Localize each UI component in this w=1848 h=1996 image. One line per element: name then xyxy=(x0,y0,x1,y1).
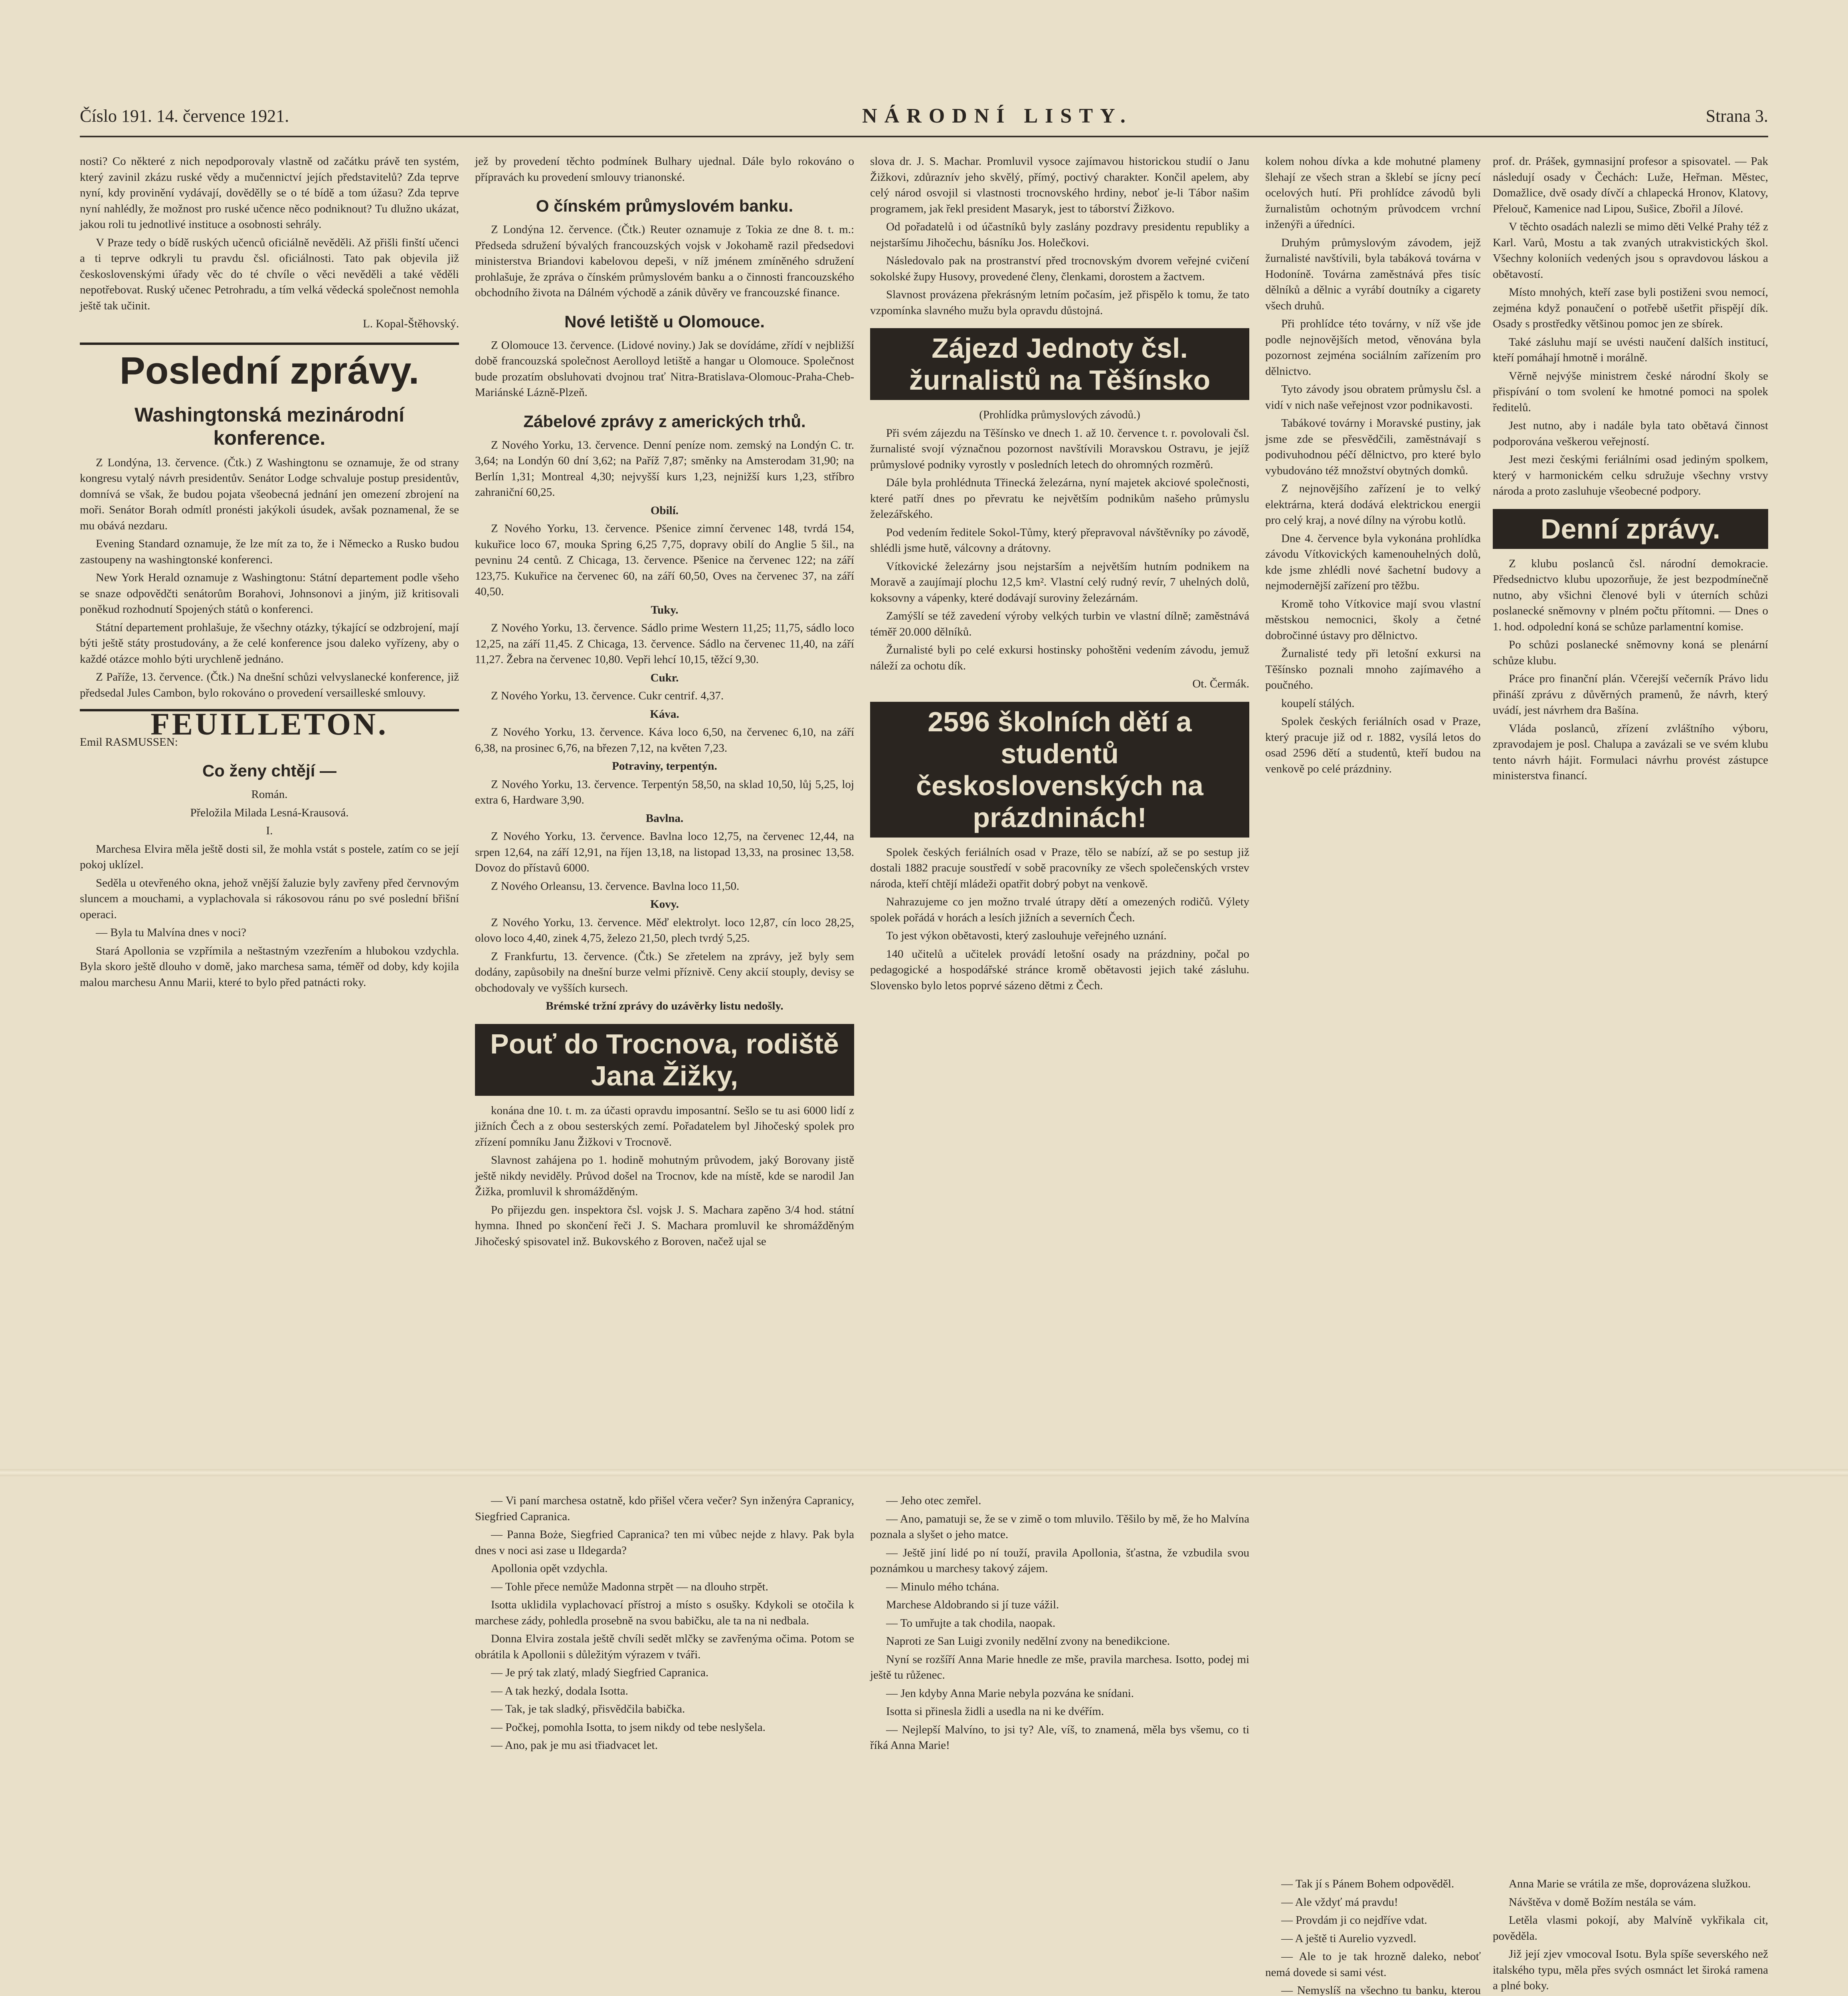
signature: L. Kopal-Štěhovský. xyxy=(363,317,459,330)
paragraph: — Panna Boże, Siegfried Capranica? ten mi vůbec nejde z hlavy. Pak byla dnes v noci asi zase u Ildegarda? xyxy=(475,1528,854,1557)
paragraph: Zamýšlí se též zavedení výroby velkých turbin ve vlastní dílně; zaměstnává téměř 20.000 dělníků. xyxy=(870,610,1249,638)
paragraph: Z klubu poslanců čsl. národní demokracie. Předsednictvo klubu upozorňuje, že jest bezpodmínečně nutno, aby všichni členové byli v úterních schůzi poslanecké sněmovny v plném počtu přítomni. — Dnes o 1. hod. odpolední koná se schůze parlamentní komise. xyxy=(1493,557,1768,633)
paragraph: Při prohlídce této továrny, v níž vše jde podle nejnovějších metod, věnována byla pozornost zejména sociálním zařízením pro dělnictvo. xyxy=(1265,317,1481,378)
paragraph: konána dne 10. t. m. za účasti opravdu imposantní. Sešlo se tu asi 6000 lidí z jižních Čech a z obou sesterských zemí. Pořadatelem byl Jihočeský spolek pro zřízení pomníku Janu Žižkovi v Trocnově. xyxy=(475,1104,854,1148)
feuilleton-translator: Přeložila Milada Lesná-Krausová. xyxy=(190,806,349,819)
paragraph: Seděla u otevřeného okna, jehož vnější žaluzie byly zavřeny před červnovým sluncem a mouchami, a vyplachovala si rákosovou ránu po své poslední břišní operaci. xyxy=(80,876,459,921)
column-1 xyxy=(80,154,459,993)
section-title: O čínském průmyslovém banku. xyxy=(536,196,793,215)
schoolchildren-title: 2596 školních dětí a studentů československých na prázdninách! xyxy=(870,702,1249,838)
paragraph: — A ještě ti Aurelio vyzvedl. xyxy=(1281,1932,1417,1945)
paragraph: — A tak hezký, dodala Isotta. xyxy=(491,1684,628,1697)
notice: Brémské tržní zprávy do uzávěrky listu nedošly. xyxy=(546,1000,784,1012)
paragraph: Spolek českých feriálních osad v Praze, tělo se nabízí, až se po sestup již dostali 1882 pracuje soustředí v sobě pracovníky ze všech společenských vrstev národa, kteří chtějí mládeži opatřit dobrý pobyt na venkově. xyxy=(870,846,1249,890)
column-2 xyxy=(475,154,854,1252)
subsection-title: Cukr. xyxy=(650,671,679,684)
paragraph: Pod vedením ředitele Sokol-Tůmy, který přepravoval návštěvníky po závodě, shlédli jsme hutě, válcovny a drátovny. xyxy=(870,526,1249,554)
paragraph: Jest nutno, aby i nadále byla tato obětavá činnost podporována veškerou veřejností. xyxy=(1493,419,1768,448)
paragraph: Anna Marie se vrátila ze mše, doprovázena služkou. xyxy=(1509,1877,1751,1890)
feuilleton-author: Emil RASMUSSEN: xyxy=(80,735,178,748)
section-title: Nové letiště u Olomouce. xyxy=(564,312,765,331)
paragraph: Při svém zájezdu na Těšínsko ve dnech 1. až 10. července t. r. povolovali čsl. žurnalisté svojí význačnou pozornost navštívili Moravskou Ostravu, je jejíž průmyslové podniky vyrostly v posledních letech do ohromných rozměrů. xyxy=(870,426,1249,471)
paragraph: Návštěva v domě Božím nestála se vám. xyxy=(1509,1895,1696,1909)
paragraph: — Je prý tak zlatý, mladý Siegfried Capranica. xyxy=(491,1666,709,1679)
paragraph: Apollonia opět vzdychla. xyxy=(491,1562,608,1575)
paragraph: — Nemyslíš na všechno tu banku, kterou xyxy=(1281,1984,1481,1996)
paragraph: Z Nového Orleansu, 13. července. Bavlna loco 11,50. xyxy=(491,879,740,893)
journalists-trip-subtitle: (Prohlídka průmyslových závodů.) xyxy=(979,408,1140,421)
paragraph: — Tak, je tak sladký, přisvědčila babička. xyxy=(491,1703,685,1715)
paragraph: kolem nohou dívka a kde mohutné plameny šlehají ze všech stran a šklebí se jícny pecí ocelových hutí. Při prohlídce závodů byli žurnalistům ochotným průvodcem vrchní inženýři a úředníci. xyxy=(1265,155,1481,231)
paragraph: Stará Apollonia se vzpřímila a neštastným vzezřením a hlubokou vzdychla. Byla skoro ještě dlouho v domě, jako marchesa sama, téměř od doby, kdy kojila malou marchesu Annu Marii, které to bylo před patnácti roky. xyxy=(80,944,459,989)
feuilleton-column-5 xyxy=(1493,1876,1768,1996)
paragraph: slova dr. J. S. Machar. Promluvil vysoce zajímavou historickou studií o Janu Žižkovi, zdůraznív jeho skvělý, přímý, poctivý charakter. Končil apelem, aby celý národ osvojil si vlastnosti trocnovského hrdiny, neboť je-li Tábor našim programem, jak řekl president Masaryk, jest to táborství Žižkovo. xyxy=(870,155,1249,215)
paragraph: Tabákové továrny i Moravské pustiny, jak jsme zde se přesvědčili, zaměstnávají s podivuhodnou péčí dělnictvo, pro které bylo vybudováno též množství obytných domků. xyxy=(1265,417,1481,477)
column-5 xyxy=(1493,154,1768,786)
paragraph: Isotta uklidila vyplachovací přístroj a místo s osušky. Kdykoli se otočila k marchese zády, pohledla prosebně na svou babičku, ale ta na ni nedbala. xyxy=(475,1598,854,1627)
paragraph: — Nejlepší Malvíno, to jsi ty? Ale, víš, to znamená, měla bys všemu, co ti říká Anna Marie! xyxy=(870,1723,1249,1752)
feuilleton-chapter: I. xyxy=(266,824,273,837)
paragraph: Spolek českých feriálních osad v Praze, který pracuje již od r. 1882, vysílá letos do osad 2596 dětí a studentů, kteří budou na venkově po celé prázdniny. xyxy=(1265,715,1481,775)
paragraph: Dále byla prohlédnuta Třinecká železárna, nyní majetek akciové společnosti, které patří dnes po převratu ke největším podnikům našeho průmyslu železářského. xyxy=(870,476,1249,521)
paragraph: Marchese Aldobrando si jí tuze vážil. xyxy=(886,1598,1059,1611)
paragraph: — Minulo mého tchána. xyxy=(886,1580,999,1593)
feuilleton-genre: Román. xyxy=(251,788,288,801)
paragraph: — Počkej, pomohla Isotta, to jsem nikdy od tebe neslyšela. xyxy=(491,1721,766,1734)
paragraph: — Ještě jiní lidé po ní touží, pravila Apollonia, šťastna, že vzbudila svou poznámkou u marchesy takový zájem. xyxy=(870,1546,1249,1575)
paragraph: Slavnost zahájena po 1. hodině mohutným průvodem, jaký Borovany jistě ještě nikdy neviděly. Průvod došel na Trocnov, kde na místě, kde se narodil Jan Žižka, promluvil k shromážděným. xyxy=(475,1154,854,1198)
paragraph: Také zásluhu mají se uvésti naučení dalších institucí, kteří pomáhají hmotně i morálně. xyxy=(1493,335,1768,364)
paragraph: V Praze tedy o bídě ruských učenců oficiálně nevěděli. Až přišli finští učenci a ti teprve odkryli tu pravdu čsl. oficiálnosti. Tato pak objevila již československými úřady věc do té chvíle o věci nevěděli a také věděli nepotřebovat. Ruský učenec Petrohradu, a tím velká vědecká společnost nemohla ještě tak učinit. xyxy=(80,236,459,312)
paragraph: Slavnost provázena překrásným letním počasím, jež přispělo k tomu, že tato vzpomínka slavného mužu byla opravdu důstojná. xyxy=(870,288,1249,317)
paragraph: Z Nového Yorku, 13. července. Sádlo prime Western 11,25; 11,75, sádlo loco 12,25, na září 11,45. Z Chicaga, 13. července. Sádlo na červenec 11,40, na září 11,27. Žebra na červenec 10,80. Vepři lehcí 10,15, těžcí 9,30. xyxy=(475,622,854,666)
paragraph: Věrně nejvýše ministrem české národní školy se přispívání o tom svolení ke hmotné pomoci na spolek ředitelů. xyxy=(1493,369,1768,414)
feuilleton-column-3 xyxy=(870,1493,1249,1756)
paragraph: Dne 4. července byla vykonána prohlídka závodu Vítkovických kamenouhelných dolů, kde jsme zhlédli nové šachetní budovy a nejmodernější zařízení pro těžbu. xyxy=(1265,532,1481,592)
paragraph: nosti? Co některé z nich nepodporovaly vlastně od začátku právě ten systém, který zavinil zkázu ruské vědy a mučennictví jejích představitelů? Zda teprve nyní, kdy provinění vydávají, dovědělly se o té bídě a tom úžasu? Zda teprve nyní nahlédly, že možnost pro ruské učence něco podniknout? Tu dlužno ukázat, jakou roli tu jednotlivé instituce a osobnosti sehrály. xyxy=(80,155,459,231)
paragraph: — Ale vždyť má pravdu! xyxy=(1281,1895,1398,1909)
feuilleton-title: FEUILLETON. xyxy=(80,709,459,732)
masthead: NÁRODNÍ LISTY. xyxy=(862,104,1133,127)
paragraph: — Ano, pamatuji se, že se v zimě o tom mluvilo. Těšilo by mě, že ho Malvína poznala a slyšet o jeho matce. xyxy=(870,1512,1249,1541)
issue-info: Číslo 191. 14. července 1921. xyxy=(80,106,289,126)
section-title: Zábelové zprávy z amerických trhů. xyxy=(523,412,806,431)
paragraph: Isotta si přinesla židli a usedla na ni ke dvéřím. xyxy=(886,1705,1104,1718)
latest-news-title: Poslední zprávy. xyxy=(80,343,459,393)
paragraph: Žurnalisté byli po celé exkursi hostinsky pohoštěni vedením závodu, jemuž náleží za ochotu dík. xyxy=(870,644,1249,672)
paragraph: Státní departement prohlašuje, že všechny otázky, týkající se odzbrojení, mají býti ještě státy prostudovány, a že celé konference jsou daleko vyřízeny, aby o každé otázce mohlo býti urychleně jednáno. xyxy=(80,621,459,665)
paragraph: — Ano, pak je mu asi třiadvacet let. xyxy=(491,1739,658,1752)
paragraph: — Jeho otec zemřel. xyxy=(886,1494,981,1507)
paragraph: koupelí stálých. xyxy=(1281,697,1355,710)
subsection-title: Obilí. xyxy=(650,504,679,517)
paragraph: Z Nového Yorku, 13. července. Měď elektrolyt. loco 12,87, cín loco 28,25, olovo loco 4,40, zinek 4,75, železo 21,50, plech tvrdý 5,25. xyxy=(475,916,854,945)
column-4 xyxy=(1265,154,1481,779)
paragraph: Druhým průmyslovým závodem, jejž žurnalisté navštívili, byla tabáková továrna v Hodoníně. Továrna zaměstnává přes tisíc dělníků a dělnic a vyrábí doutníky a cigarety všech druhů. xyxy=(1265,236,1481,312)
pilgrimage-title: Pouť do Trocnova, rodiště Jana Žižky, xyxy=(475,1024,854,1096)
paragraph: Z Nového Yorku, 13. července. Denní peníze nom. zemský na Londýn C. tr. 3,64; na Londýn 60 dní 3,62; na Paříž 7,87; směnky na Amsterodam 31,90; na Berlín 1,31; Montreal 4,30; nejvyšší kurs 1,23, nejnižší kurs 1,23, stříbro zahraniční 60,25. xyxy=(475,438,854,499)
paragraph: Nahrazujeme co jen možno trvalé útrapy dětí a omezených rodičů. Výlety spolek pořádá v horách a lesích jižních a severních Čech. xyxy=(870,895,1249,924)
subsection-title: Potraviny, terpentýn. xyxy=(612,760,717,772)
page-fold xyxy=(0,1469,1848,1476)
paragraph: Vítkovické železárny jsou nejstarším a největším hutním podnikem na Moravě a zaujímají plochu 12,5 km². Vlastní celý rudný revír, 7 uhelných dolů, koksovny a vápenky, které dodávají suroviny železárnám. xyxy=(870,560,1249,604)
paragraph: — Byla tu Malvína dnes v noci? xyxy=(96,926,246,939)
paragraph: Žurnalisté tedy při letošní exkursi na Těšínsko poznali mnoho zajímavého a poučného. xyxy=(1265,647,1481,691)
signature: Ot. Čermák. xyxy=(1192,677,1249,690)
subsection-title: Káva. xyxy=(650,707,679,721)
page-number: Strana 3. xyxy=(1706,106,1768,126)
paragraph: New York Herald oznamuje z Washingtonu: Státní departement podle všeho se snaze odpovědčti senátorům Borahovi, Johnsonovi a jiným, již kritisovali poněkud rozhodnutí Spojených států o konferenci. xyxy=(80,571,459,616)
paragraph: To jest výkon obětavosti, který zaslouhuje veřejného uznání. xyxy=(886,929,1167,942)
paragraph: Od pořadatelů i od účastníků byly zaslány pozdravy presidentu republiky a nejstaršímu Jihočechu, básníku Jos. Holečkovi. xyxy=(870,220,1249,249)
subsection-title: Kovy. xyxy=(650,898,679,911)
paragraph: — Jen kdyby Anna Marie nebyla pozvána ke snídani. xyxy=(886,1687,1134,1700)
paragraph: jež by provedení těchto podmínek Bulhary ujednal. Dále bylo rokováno o přípravách ku provedení smlouvy trianonské. xyxy=(475,155,854,184)
paragraph: Z Nového Yorku, 13. července. Bavlna loco 12,75, na červenec 12,44, na srpen 12,64, na září 12,91, na říjen 13,18, na listopad 13,33, na prosinec 13,58. Dovoz do přístavů 6000. xyxy=(475,830,854,874)
feuilleton-column-2 xyxy=(475,1493,854,1756)
paragraph: prof. dr. Prášek, gymnasijní profesor a spisovatel. — Pak následují osady v Čechách: Luže, Heřman. Městec, Domažlice, dvě osady dívčí a chlapecká Hronov, Klatovy, Přelouč, Kamenice nad Lipou, Sušice, Zbořil a Jílové. xyxy=(1493,155,1768,215)
paragraph: Po přijezdu gen. inspektora čsl. vojsk J. S. Machara zapěno 3/4 hod. státní hymna. Ihned po skončení řeči J. S. Machara promluvil ke shromážděným Jihočeský spisovatel inž. Bukovského z Boroven, načež ujal se xyxy=(475,1203,854,1248)
paragraph: Vláda poslanců, zřízení zvláštního výboru, zpravodajem je posl. Chalupa a zavázali se ve svém klubu tento návrh hájit. Formulaci návrhu provést zástupce ministerstva financí. xyxy=(1493,722,1768,782)
paragraph: — Ale to je tak hrozně daleko, neboť nemá dovede si sami vést. xyxy=(1265,1950,1481,1979)
paragraph: Z Londýna 12. července. (Čtk.) Reuter oznamuje z Tokia ze dne 8. t. m.: Předseda sdružení bývalých francouzských vojsk v Jokohamě razil předsedovi ministerstva Briandovi kabelovou depeši, v níž jménem zmíněného sdružení prohlašuje, že zpráva o čínském průmyslovém banku a o činnosti francouzského obchodního života na Dálném východě a zánik důvěry ve francouzské finance. xyxy=(475,223,854,299)
daily-news-title: Denní zprávy. xyxy=(1493,509,1768,549)
paragraph: Marchesa Elvira měla ještě dosti sil, že mohla vstát s postele, zatím co se její pokoj uklízel. xyxy=(80,842,459,871)
paragraph: Místo mnohých, kteří zase byli postiženi svou nemocí, zejména když ponaučení o potřebě ušetřit přispějí dík. Osady s prostředky většinou pomoc jen ze sbírek. xyxy=(1493,286,1768,330)
subsection-title: Bavlna. xyxy=(645,812,684,825)
latest-news-subtitle: Washingtonská mezinárodní konference. xyxy=(134,403,404,449)
paragraph: Z Nového Yorku, 13. července. Terpentýn 58,50, na sklad 10,50, lůj 5,25, loj extra 6, Hardware 3,90. xyxy=(475,778,854,806)
paragraph: Kromě toho Vítkovice mají svou vlastní městskou nemocnici, školy a četné dobročinné ústavy pro dělnictvo. xyxy=(1265,597,1481,642)
feuilleton-story-title: Co ženy chtějí — xyxy=(202,761,337,780)
paragraph: Jest mezi českými feriálními osad jediným spolkem, který v harmonickém celku sdružuje všechny vrstvy národa a proto zasluhuje všeobecné podpory. xyxy=(1493,453,1768,497)
paragraph: Donna Elvira zostala ještě chvíli sedět mlčky se zavřenýma očima. Potom se obrátila k Apollonii s důležitým výrazem v tváři. xyxy=(475,1632,854,1661)
paragraph: Z Nového Yorku, 13. července. Cukr centrif. 4,37. xyxy=(491,689,724,702)
column-3 xyxy=(870,154,1249,996)
paragraph: Evening Standard oznamuje, že lze mít za to, že i Německo a Rusko budou zastoupeny na washingtonské konferenci. xyxy=(80,537,459,566)
page-header xyxy=(80,96,1768,137)
paragraph: — Provdám ji co nejdříve vdat. xyxy=(1281,1914,1427,1927)
paragraph: Po schůzi poslanecké sněmovny koná se plenární schůze klubu. xyxy=(1493,638,1768,667)
paragraph: Naproti ze San Luigi zvonily nedělní zvony na benedikcione. xyxy=(886,1635,1170,1647)
paragraph: 140 učitelů a učitelek provádí letošní osady na prázdniny, počal po pedagogické a hospodářské stránce kromě obětavosti jejich také zásluhu. Slovensko bylo letos poprvé sázeno dětmi z Čech. xyxy=(870,947,1249,992)
paragraph: — Vi paní marchesa ostatně, kdo přišel včera večer? Syn inženýra Capranicy, Siegfried Capranica. xyxy=(475,1494,854,1523)
paragraph: V těchto osadách nalezli se mimo děti Velké Prahy též z Karl. Varů, Mostu a tak zvaných utrakvistických škol. Všechny koloniích vedených jsou s opravdovou láskou a obětavostí. xyxy=(1493,220,1768,281)
subsection-title: Tuky. xyxy=(651,603,679,616)
paragraph: Z Paříže, 13. července. (Čtk.) Na dnešní schůzi velvyslanecké konference, již předsedal Jules Cambon, bylo rokováno o provedení versailleské smlouvy. xyxy=(80,671,459,699)
journalists-trip-title: Zájezd Jednoty čsl. žurnalistů na Těšínsko xyxy=(870,328,1249,400)
paragraph: Z Londýna, 13. července. (Čtk.) Z Washingtonu se oznamuje, že od strany kongresu vytalý návrh presidentův. Senátor Lodge schvaluje postup presidentův, domnívá se však, že budou pojata všeobecná jednání jen omezení zbrojení na moři. Senátor Borah odmítl pronésti jakýkoli úsudek, avšak poznamenal, že se mu obává nezdaru. xyxy=(80,456,459,532)
paragraph: Z Olomouce 13. července. (Lidové noviny.) Jak se dovídáme, zřídí v nejbližší době francouzská společnost Aerolloyd letiště a hangar u Olomouce. Společnost bude prozatím obsluhovati dvojnou trať Nitra-Bratislava-Olomouc-Praha-Cheb-Mariánské Lázně-Plzeň. xyxy=(475,339,854,399)
paragraph: — To umřujte a tak chodila, naopak. xyxy=(886,1616,1056,1630)
paragraph: Již její zjev vmocoval Isotu. Byla spíše severského než italského typu, měla přes svých osmnáct let široká ramena a plné boky. xyxy=(1493,1948,1768,1992)
paragraph: Letěla vlasmi pokojí, aby Malvíně vykřikala cit, pověděla. xyxy=(1493,1914,1768,1943)
paragraph: Práce pro finanční plán. Včerejší večerník Právo lidu přináší zprávu z důvěrných pramenů, že návrh, který uvádí, jest návrhem dra Bašína. xyxy=(1493,672,1768,717)
paragraph: — Tohle přece nemůže Madonna strpět — na dlouho strpět. xyxy=(491,1580,768,1593)
paragraph: Z Frankfurtu, 13. července. (Čtk.) Se zřetelem na zprávy, jež byly sem dodány, zapůsobily na dnešní burze velmi příznivě. Ceny akcií stouply, devisy se obchodovaly ve vyšších kursech. xyxy=(475,950,854,994)
paragraph: Z Nového Yorku, 13. července. Pšenice zimní červenec 148, tvrdá 154, kukuřice loco 67, mouka Spring 6,25 7,75, dopravy obilí do Anglie 5 šil., na pevninu 24 centů. Z Chicaga, 13. července. Pšenice na červenec 122; na září 123,75. Kukuřice na červenec 60, na září 60,50, Oves na červenec 37, na září 40,50. xyxy=(475,522,854,598)
feuilleton-column-4 xyxy=(1265,1876,1481,1996)
paragraph: Nyní se rozšíří Anna Marie hnedle ze mše, pravila marchesa. Isotto, podej mi ještě tu růženec. xyxy=(870,1653,1249,1681)
paragraph: — Tak jí s Pánem Bohem odpověděl. xyxy=(1281,1877,1454,1890)
paragraph: Tyto závody jsou obratem průmyslu čsl. a vidí v nich naše veřejnost vzor podnikavosti. xyxy=(1265,383,1481,412)
paragraph: Z Nového Yorku, 13. července. Káva loco 6,50, na červenec 6,10, na září 6,38, na prosinec 6,76, na březen 7,12, na květen 7,23. xyxy=(475,726,854,754)
paragraph: Z nejnovějšího zařízení je to velký elektrárna, která dodává elektrickou energii pro celý kraj, a nové dílny na výrobu kotlů. xyxy=(1265,482,1481,527)
paragraph: Následovalo pak na prostranství před trocnovským dvorem veřejné cvičení sokolské župy Husovy, provedené členy, členkami, dorostem a žactvem. xyxy=(870,254,1249,283)
